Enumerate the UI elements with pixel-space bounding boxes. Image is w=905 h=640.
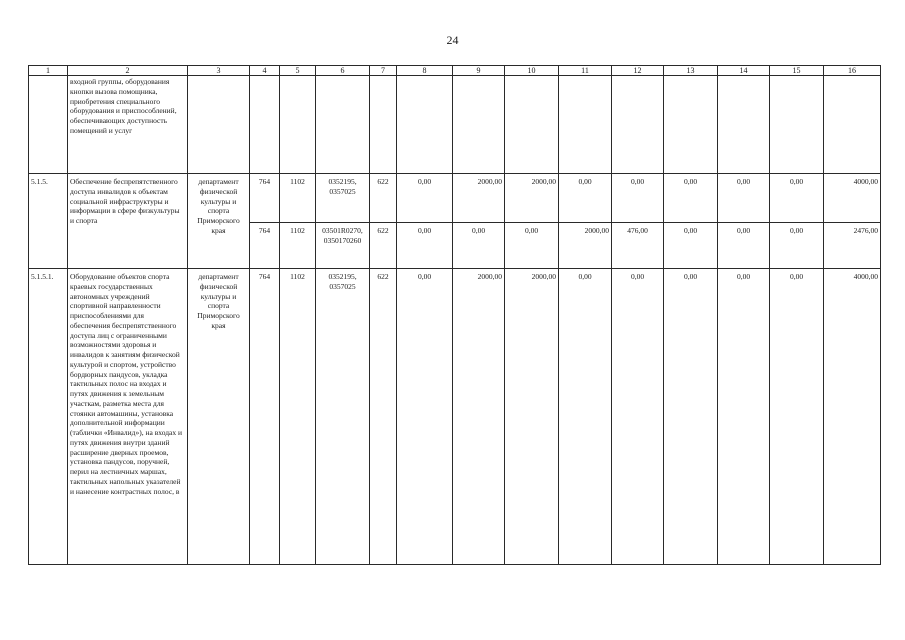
table-cell: 0,00 [505,223,559,269]
column-header: 10 [505,66,559,76]
table-cell [559,76,612,174]
budget-table [28,65,881,565]
row-code [29,76,68,174]
page-number: 24 [446,33,459,47]
table-cell: 0,00 [718,269,770,565]
table-cell: 0,00 [718,223,770,269]
table-cell: 622 [370,223,397,269]
column-header: 15 [770,66,824,76]
row-department: департамент физической культуры и спорта Приморского края [188,269,250,565]
table-cell: 0,00 [559,269,612,565]
table-cell: 0,00 [612,269,664,565]
row-department: департамент физической культуры и спорта Приморского края [188,174,250,269]
table-cell: 2000,00 [505,269,559,565]
column-header: 6 [316,66,370,76]
table-cell: 0352195, 0357025 [316,174,370,223]
table-cell [316,76,370,174]
column-header: 14 [718,66,770,76]
row-code: 5.1.5. [29,174,68,269]
row-name: Оборудование объектов спорта краевых государственных автономных учреждений спортивной направленности приспособлениями для обеспечения беспрепятственного доступа лиц с ограниченными возможностями здоровья и инвалидов к занятиям физической культурой и спортом, устройство бордюрных пандусов, укладка тактильных полос на входах и путях движения к земельным участкам, разметка места для стоянки автомашины, установка дополнительной информации (таблички «Инвалид»), на входах и путях движения внутри зданий расширение дверных проемов, установка пандусов, поручней, перил на лестничных маршах, тактильных напольных указателей и нанесение контрастных полос, в [68,269,188,565]
table-cell: 0,00 [559,174,612,223]
table-cell [770,76,824,174]
table-cell: 0,00 [770,174,824,223]
table-cell: 1102 [280,223,316,269]
column-header: 2 [68,66,188,76]
table-cell: 0,00 [664,223,718,269]
table-cell [250,76,280,174]
column-header: 12 [612,66,664,76]
column-header: 9 [453,66,505,76]
table-cell: 2000,00 [453,174,505,223]
table-cell: 2476,00 [824,223,881,269]
table-cell: 1102 [280,174,316,223]
table-cell: 764 [250,223,280,269]
table-cell: 0,00 [770,269,824,565]
table-cell [718,76,770,174]
column-header: 5 [280,66,316,76]
table-cell: 622 [370,174,397,223]
table-cell: 2000,00 [559,223,612,269]
table-cell: 0,00 [664,174,718,223]
row-department [188,76,250,174]
column-header: 13 [664,66,718,76]
table-cell: 476,00 [612,223,664,269]
table-cell: 0,00 [397,223,453,269]
table-cell [505,76,559,174]
table-row [29,76,881,174]
column-header: 4 [250,66,280,76]
table-cell: 03501R0270, 0350170260 [316,223,370,269]
table-cell: 2000,00 [505,174,559,223]
table-cell: 0,00 [770,223,824,269]
table-cell [370,76,397,174]
table-cell: 4000,00 [824,174,881,223]
column-number-row [29,66,881,76]
column-header: 11 [559,66,612,76]
table-cell: 0352195, 0357025 [316,269,370,565]
row-name: входной группы, оборудования кнопки вызова помощника, приобретения специального оборудования и приспособлений, обеспечивающих доступность помещений и услуг [68,76,188,174]
table-row [29,174,881,223]
table-cell: 764 [250,174,280,223]
table-cell: 0,00 [612,174,664,223]
row-code: 5.1.5.1. [29,269,68,565]
column-header: 1 [29,66,68,76]
table-cell: 2000,00 [453,269,505,565]
column-header: 8 [397,66,453,76]
table-cell: 0,00 [397,269,453,565]
table-cell: 764 [250,269,280,565]
table-cell: 622 [370,269,397,565]
row-name: Обеспечение беспрепятственного доступа инвалидов к объектам социальной инфраструктуры и информации в сфере физкультуры и спорта [68,174,188,269]
table-cell [280,76,316,174]
table-cell [664,76,718,174]
table-cell [824,76,881,174]
table-cell: 0,00 [397,174,453,223]
table-cell: 0,00 [718,174,770,223]
table-cell [397,76,453,174]
table-cell [612,76,664,174]
table-cell: 0,00 [664,269,718,565]
table-cell: 1102 [280,269,316,565]
column-header: 16 [824,66,881,76]
column-header: 7 [370,66,397,76]
table-cell: 4000,00 [824,269,881,565]
table-row [29,269,881,565]
table-cell: 0,00 [453,223,505,269]
column-header: 3 [188,66,250,76]
table-cell [453,76,505,174]
